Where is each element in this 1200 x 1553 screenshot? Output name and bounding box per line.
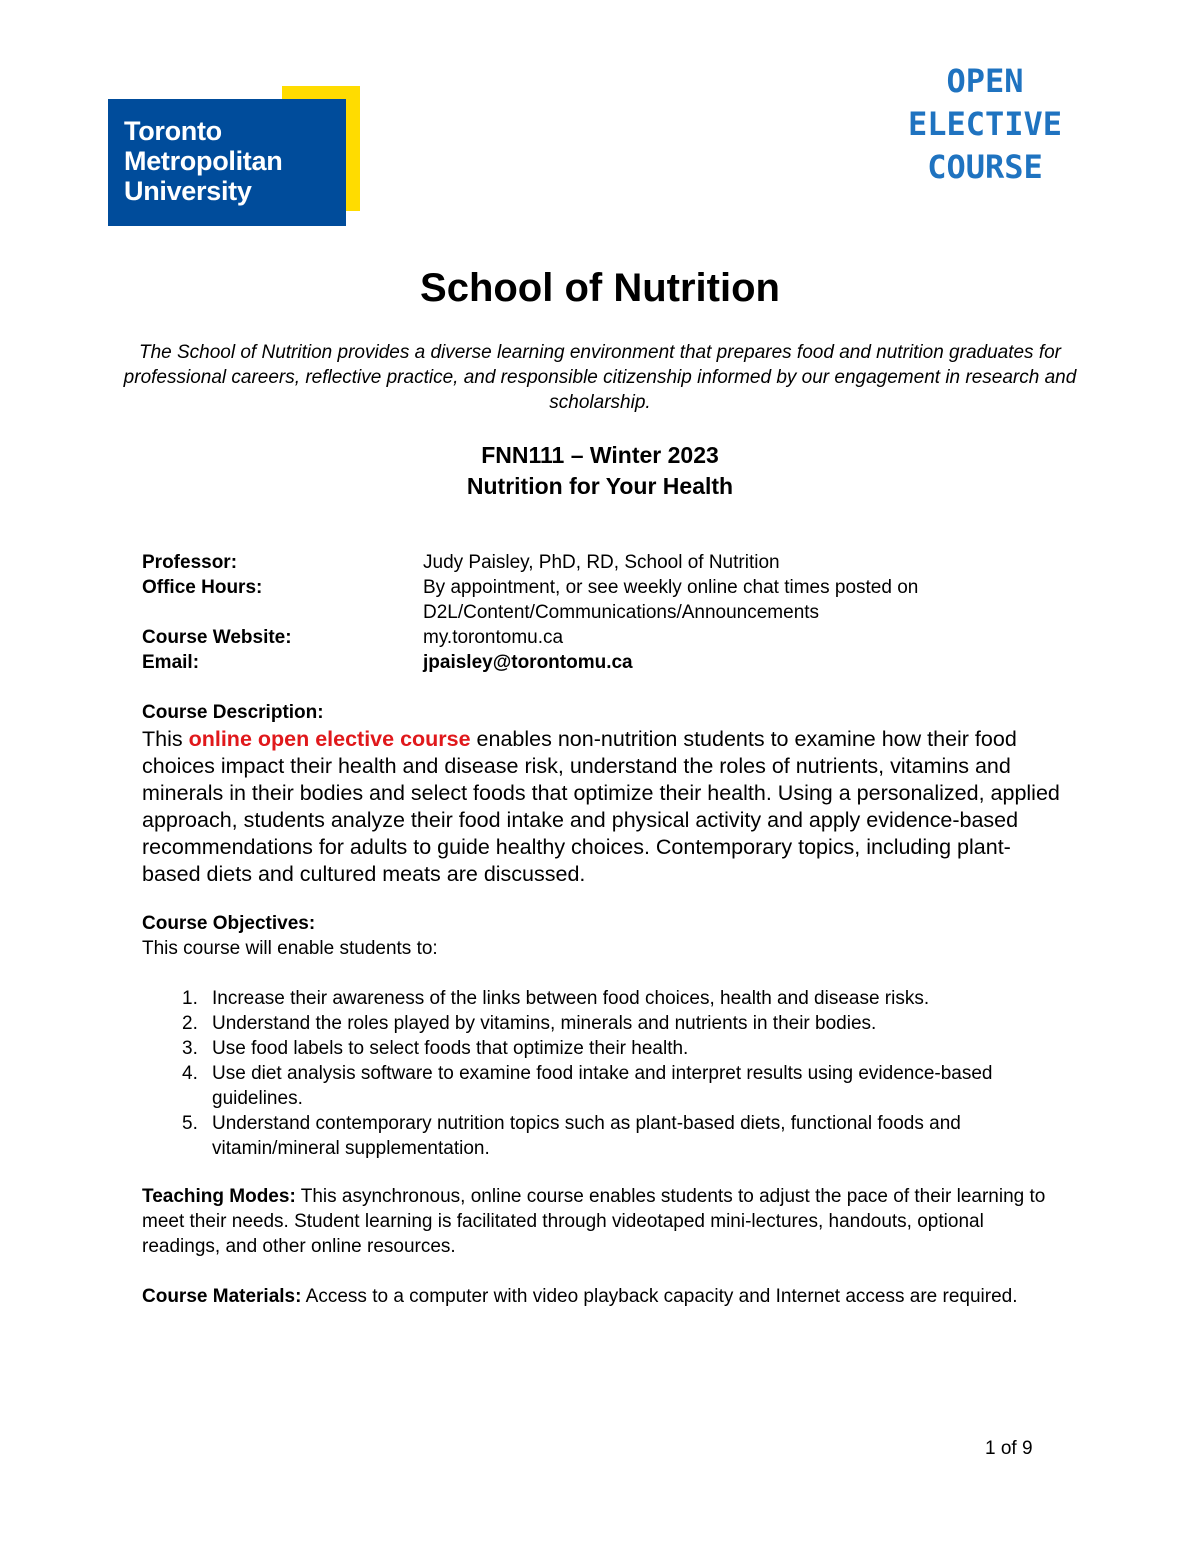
professor-value: Judy Paisley, PhD, RD, School of Nutrition <box>423 552 780 573</box>
logo-wordmark <box>124 116 282 206</box>
course-code: FNN111 – Winter 2023 <box>481 442 719 468</box>
website-row <box>142 625 1063 650</box>
list-text: Use food labels to select foods that optimize their health. <box>212 1038 689 1059</box>
objectives-list <box>142 986 1062 1161</box>
list-number: 5. <box>182 1113 198 1134</box>
section-heading: Course Objectives: <box>142 913 316 934</box>
mission-statement: The School of Nutrition provides a diverse learning environment that prepares food and nutrition graduates for professional careers, reflective practice, and responsible citizenship informed by our engagement in research and scholarship. <box>123 342 1077 413</box>
badge-line: ELECTIVE <box>907 105 1063 143</box>
course-materials-label: Course Materials: <box>142 1286 302 1307</box>
description-text <box>142 726 1062 888</box>
office-hours-line: D2L/Content/Communications/Announcements <box>423 602 820 623</box>
list-item <box>142 1111 1062 1161</box>
course-materials-section <box>142 1284 1062 1309</box>
description-body: enables non-nutrition students to examine how their food choices impact their health and disease risk, understand the roles of nutrients, vitamins and minerals in their bodies and select foods that optimize their health. Using a personalized, applied approach, students analyze their food intake and physical activity and apply evidence-based recommendations for adults to guide healthy choices. Contemporary topics, including plant-based diets and cultured meats are discussed. <box>142 727 1060 886</box>
list-text: Use diet analysis software to examine food intake and interpret results using evidence-based guidelines. <box>212 1063 993 1109</box>
course-materials-text: Access to a computer with video playback capacity and Internet access are required. <box>301 1286 1018 1307</box>
open-elective-badge <box>880 60 1090 189</box>
logo-line: University <box>124 176 252 206</box>
badge-line: OPEN <box>946 62 1024 100</box>
objectives-intro: This course will enable students to: <box>142 938 438 959</box>
list-text: Increase their awareness of the links between food choices, health and disease risks. <box>212 988 930 1009</box>
list-item <box>142 1011 1062 1036</box>
professor-label: Professor: <box>142 552 238 573</box>
list-item <box>142 1061 1062 1111</box>
course-description-section <box>142 700 1062 888</box>
list-text: Understand contemporary nutrition topics such as plant-based diets, functional foods and vitamin/mineral supplementation. <box>212 1113 961 1159</box>
badge-line: COURSE <box>927 148 1043 186</box>
course-objectives-section <box>142 911 1062 1161</box>
description-highlight: online open elective course <box>188 727 471 751</box>
email-row <box>142 650 1063 675</box>
website-link[interactable]: my.torontomu.ca <box>423 627 564 648</box>
list-number: 3. <box>182 1038 198 1059</box>
course-name: Nutrition for Your Health <box>466 473 734 499</box>
course-heading <box>0 440 1200 502</box>
course-info-table <box>142 550 1063 675</box>
professor-row <box>142 550 1063 575</box>
list-number: 2. <box>182 1013 198 1034</box>
office-hours-value <box>423 575 1063 625</box>
page-number: 1 of 9 <box>985 1438 1033 1459</box>
list-number: 4. <box>182 1063 198 1084</box>
website-label: Course Website: <box>142 627 292 648</box>
logo-line: Toronto <box>124 116 222 146</box>
section-heading: Course Description: <box>142 702 324 723</box>
office-hours-line: By appointment, or see weekly online chat times posted on <box>423 577 919 598</box>
page-title: School of Nutrition <box>420 266 780 310</box>
office-hours-row <box>142 575 1063 625</box>
email-link[interactable]: jpaisley@torontomu.ca <box>423 652 633 673</box>
university-logo <box>108 86 360 226</box>
description-pre: This <box>142 727 189 751</box>
list-number: 1. <box>182 988 198 1009</box>
list-text: Understand the roles played by vitamins, minerals and nutrients in their bodies. <box>212 1013 877 1034</box>
office-hours-label: Office Hours: <box>142 577 263 598</box>
teaching-modes-text: This asynchronous, online course enables students to adjust the pace of their learning to meet their needs. Student learning is facilitated through videotaped mini-lectures, handouts, optional readings, and other online resources. <box>142 1186 1046 1257</box>
list-item <box>142 986 1062 1011</box>
list-item <box>142 1036 1062 1061</box>
teaching-modes-section <box>142 1184 1062 1259</box>
logo-line: Metropolitan <box>124 146 283 176</box>
email-label: Email: <box>142 652 200 673</box>
teaching-modes-label: Teaching Modes: <box>142 1186 296 1207</box>
